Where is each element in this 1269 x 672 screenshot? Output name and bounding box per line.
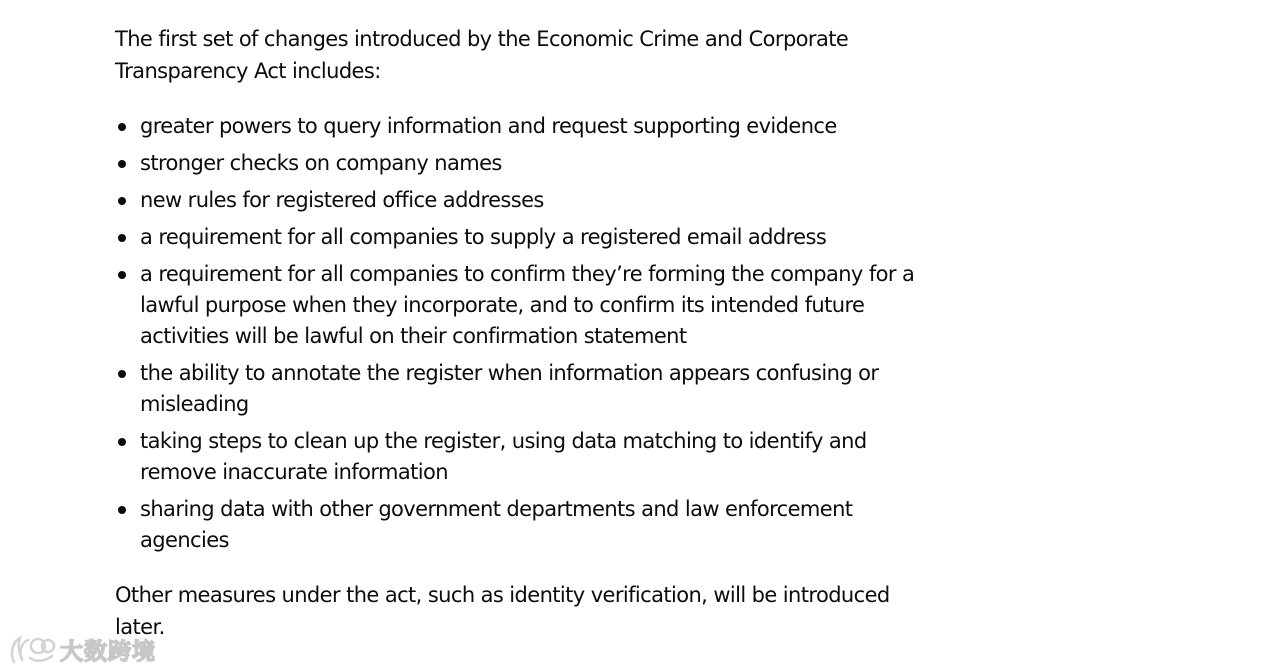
watermark-logo-icon [8,632,56,666]
watermark [8,630,173,668]
bullet-icon [118,370,126,378]
list-item-text: new rules for registered office addresses [140,188,544,212]
list-item [115,185,915,216]
bullet-icon [118,123,126,131]
list-item-text: a requirement for all companies to confirm they’re forming the company for a lawful purpose when they incorporate, and to confirm its intended future activities will be lawful on their confirmation statement [140,262,915,348]
article-body [115,24,915,643]
list-item [115,426,915,488]
watermark-text: 大数跨境 [60,639,156,665]
intro-paragraph: The first set of changes introduced by the Economic Crime and Corporate Transparency Act includes: [115,27,849,83]
bullet-icon [118,506,126,514]
list-item-text: greater powers to query information and request supporting evidence [140,114,837,138]
outro-paragraph: Other measures under the act, such as identity verification, will be introduced later. [115,583,890,639]
list-item [115,222,915,253]
changes-list [115,111,915,556]
list-item [115,358,915,420]
list-item [115,494,915,556]
list-item-text: taking steps to clean up the register, using data matching to identify and remove inaccurate information [140,429,867,484]
bullet-icon [118,160,126,168]
list-item-text: sharing data with other government departments and law enforcement agencies [140,497,853,552]
list-item-text: stronger checks on company names [140,151,502,175]
list-item-text: a requirement for all companies to supply a registered email address [140,225,827,249]
list-item [115,259,915,352]
bullet-icon [118,438,126,446]
list-item [115,148,915,179]
bullet-icon [118,234,126,242]
bullet-icon [118,197,126,205]
list-item-text: the ability to annotate the register when information appears confusing or misleading [140,361,879,416]
bullet-icon [118,271,126,279]
list-item [115,111,915,142]
